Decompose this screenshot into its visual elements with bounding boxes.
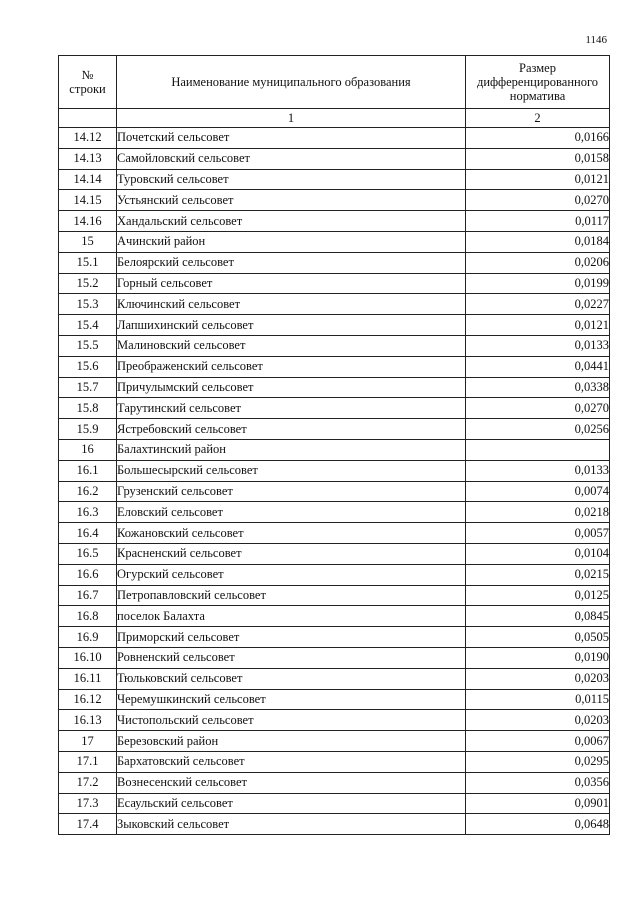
normative-value: 0,0133 xyxy=(466,460,610,481)
municipality-name: Чистопольский сельсовет xyxy=(117,710,466,731)
municipality-name: Зыковский сельсовет xyxy=(117,814,466,835)
normative-value: 0,0338 xyxy=(466,377,610,398)
row-number: 16.5 xyxy=(59,543,117,564)
normative-value: 0,0648 xyxy=(466,814,610,835)
row-number: 15.3 xyxy=(59,294,117,315)
normative-value: 0,0215 xyxy=(466,564,610,585)
row-number: 15.4 xyxy=(59,315,117,336)
normative-value: 0,0166 xyxy=(466,128,610,149)
column-number-empty xyxy=(59,109,117,128)
normative-value xyxy=(466,439,610,460)
municipality-name: Горный сельсовет xyxy=(117,273,466,294)
row-number: 15.5 xyxy=(59,335,117,356)
municipality-name: Тарутинский сельсовет xyxy=(117,398,466,419)
table-row xyxy=(59,523,610,544)
row-number: 16.6 xyxy=(59,564,117,585)
normative-value: 0,0184 xyxy=(466,231,610,252)
table-row xyxy=(59,814,610,835)
municipality-name: Причулымский сельсовет xyxy=(117,377,466,398)
municipality-name: Березовский район xyxy=(117,731,466,752)
municipality-name: Большесырский сельсовет xyxy=(117,460,466,481)
normative-value: 0,0505 xyxy=(466,627,610,648)
normative-value: 0,0256 xyxy=(466,419,610,440)
normative-value: 0,0218 xyxy=(466,502,610,523)
row-number: 17.3 xyxy=(59,793,117,814)
normative-value: 0,0270 xyxy=(466,190,610,211)
row-number: 14.16 xyxy=(59,211,117,232)
normative-value: 0,0206 xyxy=(466,252,610,273)
row-number: 17.4 xyxy=(59,814,117,835)
table-row xyxy=(59,647,610,668)
municipality-name: Ачинский район xyxy=(117,231,466,252)
row-number: 16.8 xyxy=(59,606,117,627)
normative-value: 0,0057 xyxy=(466,523,610,544)
table-row xyxy=(59,543,610,564)
table-row xyxy=(59,169,610,190)
normative-value: 0,0115 xyxy=(466,689,610,710)
normative-value: 0,0190 xyxy=(466,647,610,668)
normative-value: 0,0901 xyxy=(466,793,610,814)
table-row xyxy=(59,731,610,752)
table-row xyxy=(59,606,610,627)
municipality-name: Туровский сельсовет xyxy=(117,169,466,190)
table-row xyxy=(59,315,610,336)
table-row xyxy=(59,419,610,440)
municipality-name: Устьянский сельсовет xyxy=(117,190,466,211)
normative-value: 0,0199 xyxy=(466,273,610,294)
row-number: 16.4 xyxy=(59,523,117,544)
row-number: 16.12 xyxy=(59,689,117,710)
table-row xyxy=(59,356,610,377)
municipality-name: Ровненский сельсовет xyxy=(117,647,466,668)
table-row xyxy=(59,398,610,419)
table-row xyxy=(59,439,610,460)
table-header-row xyxy=(59,56,610,109)
table-row xyxy=(59,793,610,814)
table-row xyxy=(59,689,610,710)
municipality-name: поселок Балахта xyxy=(117,606,466,627)
normative-value: 0,0270 xyxy=(466,398,610,419)
municipality-name: Огурский сельсовет xyxy=(117,564,466,585)
table-row xyxy=(59,668,610,689)
table-row xyxy=(59,377,610,398)
row-number: 16.7 xyxy=(59,585,117,606)
row-number: 16.3 xyxy=(59,502,117,523)
row-number: 16.1 xyxy=(59,460,117,481)
header-municipality-name: Наименование муниципального образования xyxy=(117,56,466,109)
normative-value: 0,0067 xyxy=(466,731,610,752)
header-row-number xyxy=(59,56,117,109)
header-row-number-symbol: № xyxy=(81,68,94,82)
table-row xyxy=(59,190,610,211)
row-number: 16.13 xyxy=(59,710,117,731)
row-number: 15.9 xyxy=(59,419,117,440)
municipality-name: Тюльковский сельсовет xyxy=(117,668,466,689)
table-row xyxy=(59,751,610,772)
municipality-name: Грузенский сельсовет xyxy=(117,481,466,502)
table-row xyxy=(59,294,610,315)
row-number: 16.9 xyxy=(59,627,117,648)
header-normative-size xyxy=(466,56,610,109)
table-row xyxy=(59,710,610,731)
normative-value: 0,0441 xyxy=(466,356,610,377)
table-row xyxy=(59,502,610,523)
municipality-name: Хандальский сельсовет xyxy=(117,211,466,232)
normative-table xyxy=(58,55,610,835)
table-row xyxy=(59,211,610,232)
municipality-name: Кожановский сельсовет xyxy=(117,523,466,544)
table-row xyxy=(59,481,610,502)
normative-value: 0,0356 xyxy=(466,772,610,793)
municipality-name: Почетский сельсовет xyxy=(117,128,466,149)
header-normative-line2: дифференцированного xyxy=(476,75,599,89)
table-row xyxy=(59,252,610,273)
row-number: 15.6 xyxy=(59,356,117,377)
row-number: 14.13 xyxy=(59,148,117,169)
row-number: 15.1 xyxy=(59,252,117,273)
header-normative-line3: норматива xyxy=(509,89,566,103)
normative-value: 0,0227 xyxy=(466,294,610,315)
table-row xyxy=(59,231,610,252)
normative-value: 0,0121 xyxy=(466,315,610,336)
normative-value: 0,0121 xyxy=(466,169,610,190)
row-number: 15.7 xyxy=(59,377,117,398)
municipality-name: Ястребовский сельсовет xyxy=(117,419,466,440)
municipality-name: Петропавловский сельсовет xyxy=(117,585,466,606)
table-row xyxy=(59,564,610,585)
row-number: 17.1 xyxy=(59,751,117,772)
table-row xyxy=(59,273,610,294)
table-body xyxy=(59,128,610,835)
row-number: 16.11 xyxy=(59,668,117,689)
municipality-name: Самойловский сельсовет xyxy=(117,148,466,169)
normative-value: 0,0117 xyxy=(466,211,610,232)
row-number: 16.2 xyxy=(59,481,117,502)
municipality-name: Балахтинский район xyxy=(117,439,466,460)
row-number: 15.2 xyxy=(59,273,117,294)
municipality-name: Вознесенский сельсовет xyxy=(117,772,466,793)
row-number: 17.2 xyxy=(59,772,117,793)
municipality-name: Есаульский сельсовет xyxy=(117,793,466,814)
normative-value: 0,0295 xyxy=(466,751,610,772)
normative-value: 0,0203 xyxy=(466,668,610,689)
column-number-2: 2 xyxy=(466,109,610,128)
column-number-row xyxy=(59,109,610,128)
municipality-name: Бархатовский сельсовет xyxy=(117,751,466,772)
page-number: 1146 xyxy=(585,34,607,46)
row-number: 16 xyxy=(59,439,117,460)
table-row xyxy=(59,772,610,793)
header-row-number-label: строки xyxy=(69,82,106,96)
table-row xyxy=(59,335,610,356)
row-number: 14.12 xyxy=(59,128,117,149)
row-number: 15 xyxy=(59,231,117,252)
municipality-name: Еловский сельсовет xyxy=(117,502,466,523)
row-number: 15.8 xyxy=(59,398,117,419)
normative-value: 0,0158 xyxy=(466,148,610,169)
municipality-name: Ключинский сельсовет xyxy=(117,294,466,315)
row-number: 17 xyxy=(59,731,117,752)
municipality-name: Преображенский сельсовет xyxy=(117,356,466,377)
normative-value: 0,0074 xyxy=(466,481,610,502)
municipality-name: Малиновский сельсовет xyxy=(117,335,466,356)
row-number: 14.14 xyxy=(59,169,117,190)
normative-value: 0,0125 xyxy=(466,585,610,606)
header-normative-line1: Размер xyxy=(519,61,556,75)
table-row xyxy=(59,460,610,481)
table-row xyxy=(59,128,610,149)
column-number-1: 1 xyxy=(117,109,466,128)
municipality-name: Красненский сельсовет xyxy=(117,543,466,564)
normative-value: 0,0203 xyxy=(466,710,610,731)
normative-value: 0,0104 xyxy=(466,543,610,564)
normative-value: 0,0133 xyxy=(466,335,610,356)
table-row xyxy=(59,585,610,606)
municipality-name: Приморский сельсовет xyxy=(117,627,466,648)
municipality-name: Черемушкинский сельсовет xyxy=(117,689,466,710)
municipality-name: Белоярский сельсовет xyxy=(117,252,466,273)
normative-value: 0,0845 xyxy=(466,606,610,627)
row-number: 14.15 xyxy=(59,190,117,211)
municipality-name: Лапшихинский сельсовет xyxy=(117,315,466,336)
table-row xyxy=(59,627,610,648)
row-number: 16.10 xyxy=(59,647,117,668)
table-row xyxy=(59,148,610,169)
